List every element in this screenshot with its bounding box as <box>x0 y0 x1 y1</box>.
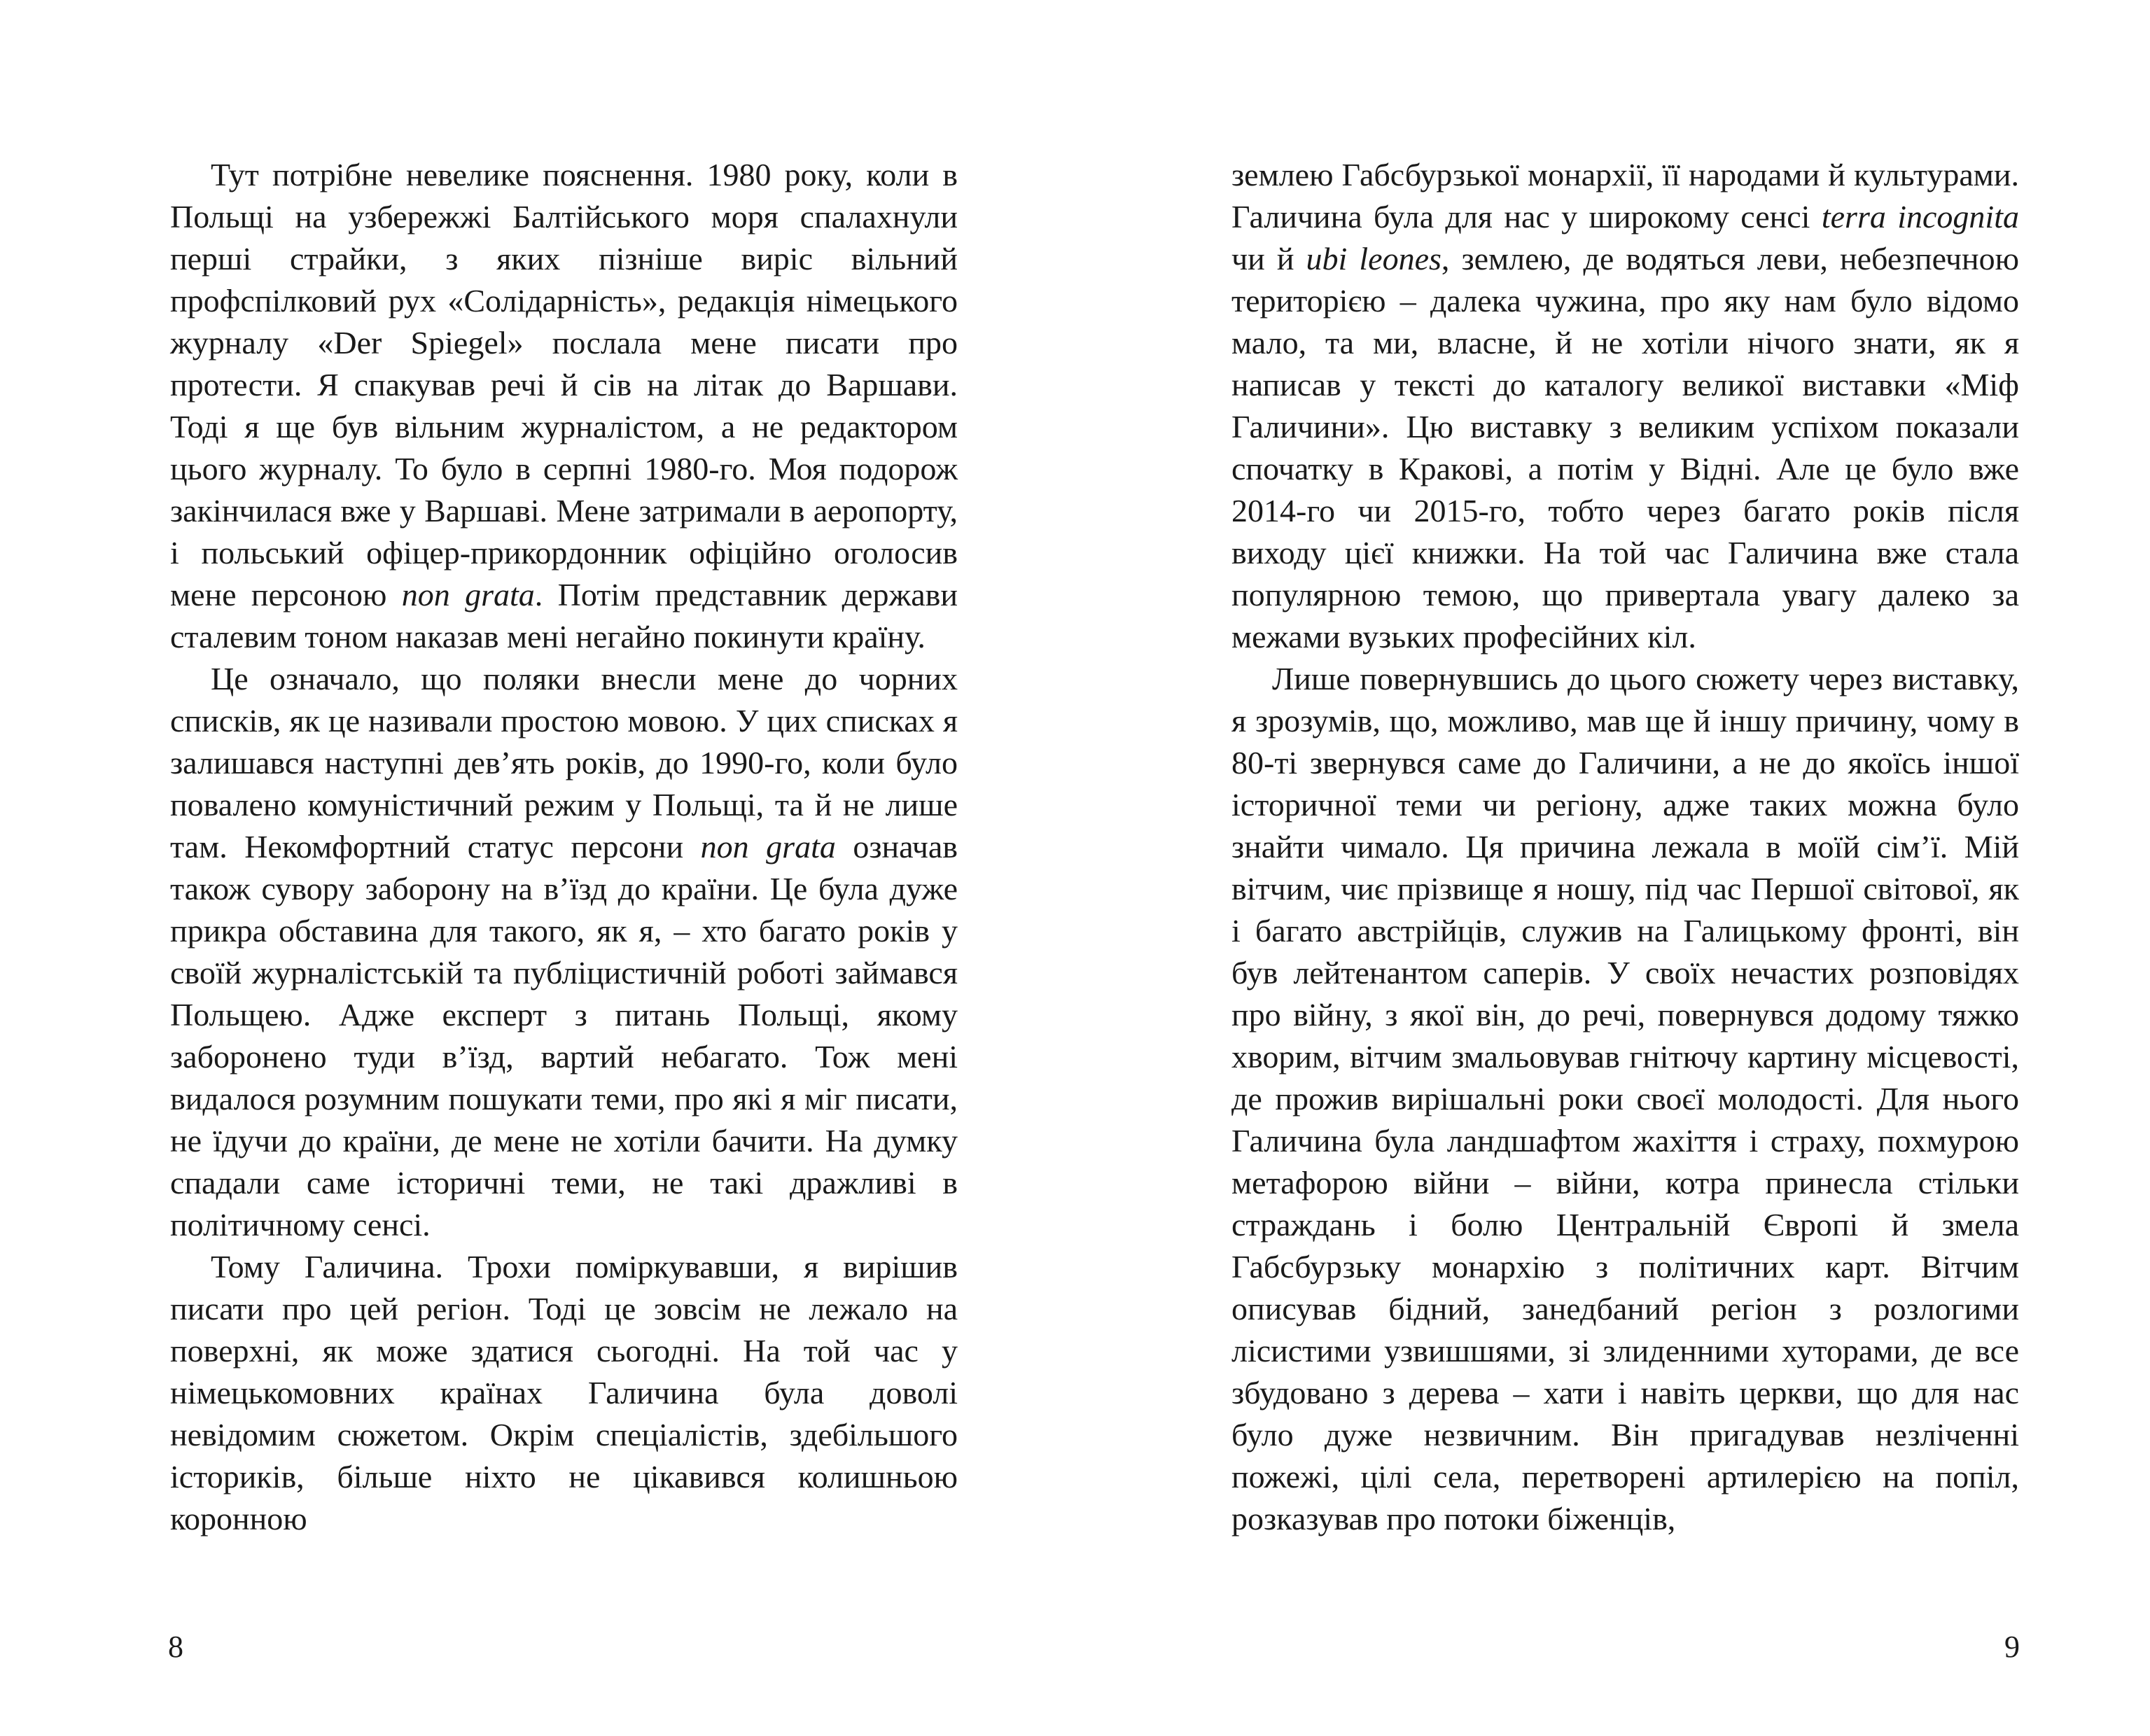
paragraph: Це означало, що поляки внесли мене до чорних списків, як це називали простою мовою. У цих списках я залишався наступні дев’ять років, до 1990-го, коли було повалено комуністичний режим у Польщі, та й не лише там. Некомфортний статус персони non grata означав також сувору заборону на в’їзд до країни. Це була дуже прикра обставина для такого, як я, – хто багато років у своїй журналістській та публіцистичній роботі займався Польщею. Адже експерт з питань Польщі, якому заборонено туди в’їзд, вартий небагато. Тож мені видалося розумним пошукати теми, про які я міг писати, не їдучи до країни, де мене не хотіли бачити. На думку спадали саме історичні теми, не такі дражливі в політичному сенсі. <box>170 661 958 1242</box>
page-number: 8 <box>168 1630 183 1664</box>
left-page-text <box>170 154 958 1540</box>
paragraph: Тут потрібне невелике пояснення. 1980 року, коли в Польщі на узбережжі Балтійського моря спалахнули перші страйки, з яких пізніше виріс вільний профспілковий рух «Солідарність», редакція німецького журналу «Der Spiegel» послала мене писати про протести. Я спакував речі й сів на літак до Варшави. Тоді я ще був вільним журналістом, а не редактором цього журналу. То було в серпні 1980-го. Моя подорож закінчилася вже у Варшаві. Мене затримали в аеропорту, і польський офіцер-прикордонник офіційно оголосив мене персоною non grata. Потім представник держави сталевим тоном наказав мені негайно покинути країну. <box>170 157 958 654</box>
paragraph: землею Габсбурзької монархії, її народами й культурами. Галичина була для нас у широкому сенсі terra incognita чи й ubi leones, землею, де водяться леви, небезпечною територією – далека чужина, про яку нам було відомо мало, та ми, власне, й не хотіли нічого знати, як я написав у тексті до каталогу великої виставки «Міф Галичини». Цю виставку з великим успіхом показали спочатку в Кракові, а потім у Відні. Але це було вже 2014-го чи 2015-го, тобто через багато років після виходу цієї книжки. На той час Галичина вже стала популярною темою, що привертала увагу далеко за межами вузьких професійних кіл. <box>1231 157 2019 654</box>
paragraph: Тому Галичина. Трохи поміркувавши, я вирішив писати про цей регіон. Тоді це зовсім не лежало на поверхні, як може здатися сьогодні. На той час у німецькомовних країнах Галичина була доволі невідомим сюжетом. Окрім спеціалістів, здебільшого істориків, більше ніхто не цікавився колишньою коронною <box>170 1249 958 1536</box>
right-page <box>1075 0 2150 1736</box>
paragraph: Лише повернувшись до цього сюжету через виставку, я зрозумів, що, можливо, мав ще й іншу причину, чому в 80-ті звернувся саме до Галичини, а не до якоїсь іншої історичної теми чи регіону, адже таких можна було знайти чимало. Ця причина лежала в моїй сім’ї. Мій вітчим, чиє прізвище я ношу, під час Першої світової, як і багато австрійців, служив на Галицькому фронті, він був лейтенантом саперів. У своїх нечастих розповідях про війну, з якої він, до речі, повернувся додому тяжко хворим, вітчим змальовував гнітючу картину місцевості, де прожив вирішальні роки своєї молодості. Для нього Галичина була ландшафтом жахіття і страху, похмурою метафорою війни – війни, котра принесла стільки страждань і болю Центральній Європі й змела Габсбурзьку монархію з політичних карт. Вітчим описував бідний, занедбаний регіон з розлогими лісистими узвишшями, зі злиденними хуторами, де все збудовано з дерева – хати і навіть церкви, що для нас було дуже незвичним. Він пригадував незліченні пожежі, цілі села, перетворені артилерією на попіл, розказував про потоки біженців, <box>1231 661 2019 1536</box>
right-page-text <box>1231 154 2019 1540</box>
page-number: 9 <box>2004 1630 2020 1664</box>
